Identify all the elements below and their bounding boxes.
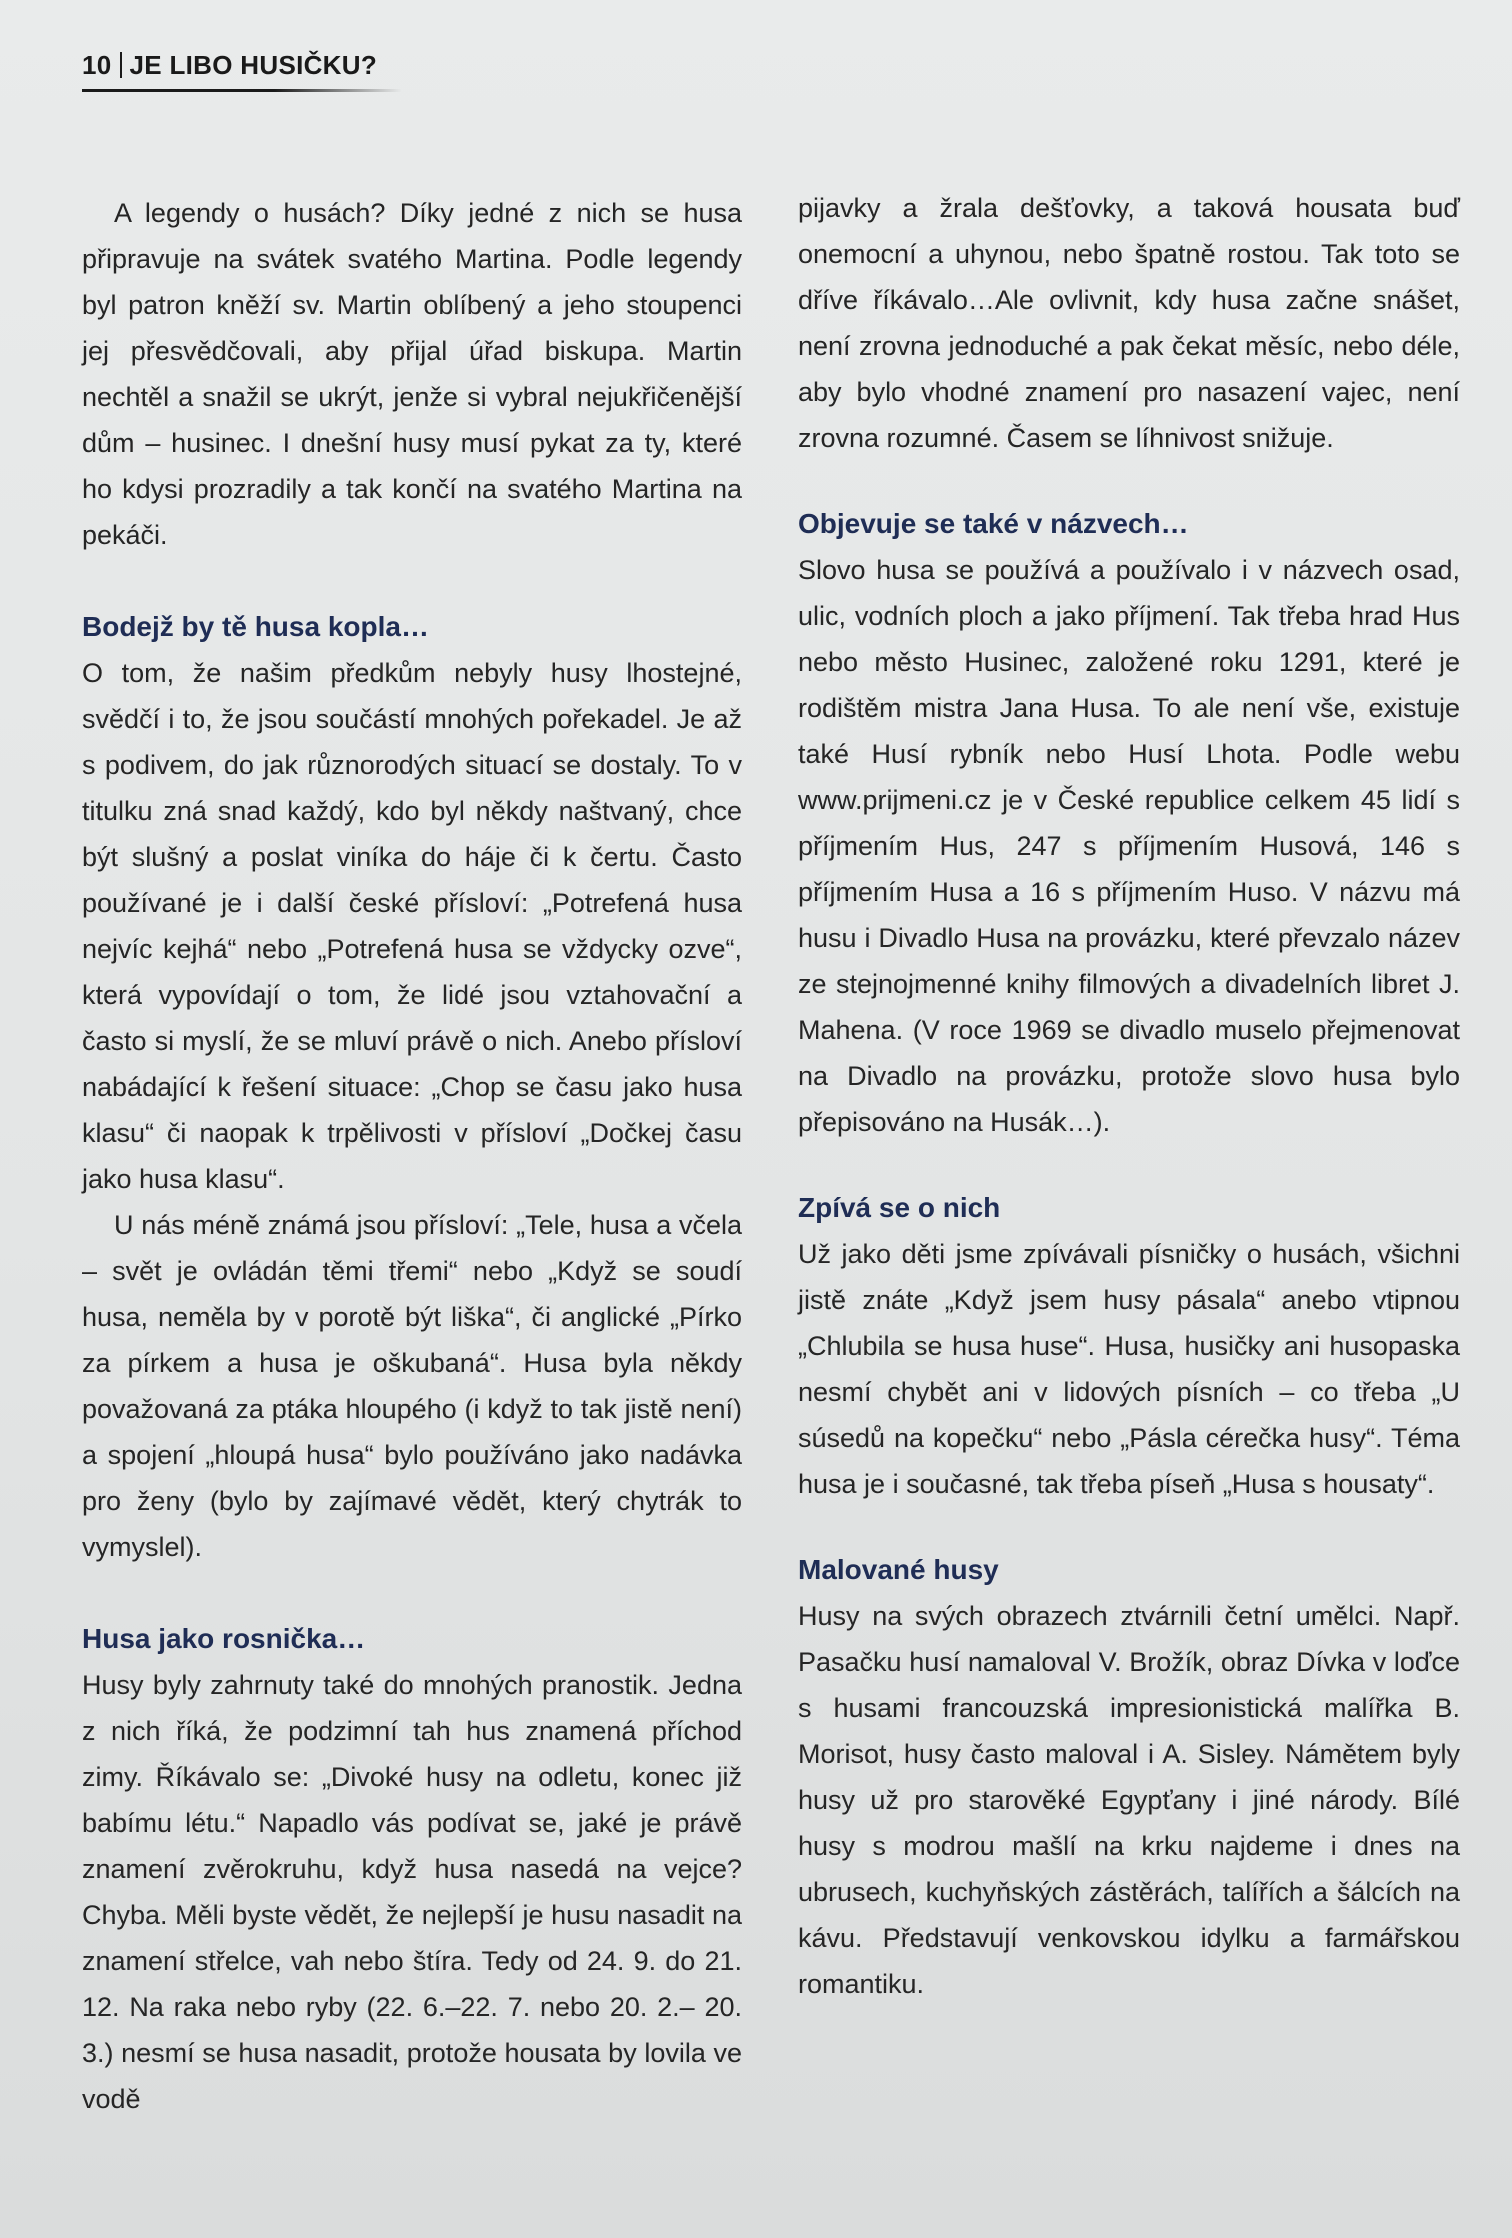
section-heading-paintings: Malované husy [798,1554,999,1585]
section-heading-songs: Zpívá se o nich [798,1192,1001,1223]
header-rule [82,89,402,92]
section-heading-weather: Husa jako rosnička… [82,1623,366,1654]
continuation-paragraph: pijavky a žrala dešťovky, a taková housata buď onemocní a uhynou, nebo špatně rostou. Tak toto se dříve říkávalo…Ale ovlivnit, kdy husa začne snášet, není zrovna jednoduché a pak čekat měsíc, nebo déle, aby bylo vhodné znamení pro nasazení vajec, není zrovna rozumné. Časem se líhnivost snižuje. [798,193,1460,453]
left-column [82,190,742,2122]
names-paragraph: Slovo husa se používá a používalo i v názvech osad, ulic, vodních ploch a jako příjmení. Tak třeba hrad Hus nebo město Husinec, založené roku 1291, které je rodištěm mistra Jana Husa. To ale není vše, existuje také Husí rybník nebo Husí Lhota. Podle webu www.prijmeni.cz je v České republice celkem 45 lidí s příjmením Hus, 247 s příjmením Husová, 146 s příjmením Husa a 16 s příjmením Huso. V názvu má husu i Divadlo Husa na provázku, které převzalo název ze stejnojmenné knihy filmových a divadelních libret J. Mahena. (V roce 1969 se divadlo muselo přejmenovat na Divadlo na provázku, protože slovo husa bylo přepisováno na Husák…). [798,555,1460,1137]
proverbs-paragraph: O tom, že našim předkům nebyly husy lhostejné, svědčí i to, že jsou součástí mnohých pořekadel. Je až s podivem, do jak různorodých situací se dostaly. To v titulku zná snad každý, kdo byl někdy naštvaný, chce být slušný a poslat viníka do háje či k čertu. Často používané je i další české přísloví: „Potrefená husa nejvíc kejhá“ nebo „Potrefená husa se vždycky ozve“, která vypovídají o tom, že lidé jsou vztahovační a často si myslí, že se mluví právě o nich. Anebo přísloví nabádající k řešení situace: „Chop se času jako husa klasu“ či naopak k trpělivosti v přísloví „Dočkej času jako husa klasu“. [82,658,742,1194]
proverbs-paragraph-2: U nás méně známá jsou přísloví: „Tele, husa a včela – svět je ovládán těmi třemi“ nebo „Když se soudí husa, neměla by v porotě být liška“, či anglické „Pírko za pírkem a husa je oškubaná“. Husa byla někdy považovaná za ptáka hloupého (i když to tak jistě není) a spojení „hloupá husa“ bylo používáno jako nadávka pro ženy (bylo by zajímavé vědět, který chytrák to vymyslel). [82,1210,742,1562]
weather-paragraph: Husy byly zahrnuty také do mnohých pranostik. Jedna z nich říká, že podzimní tah hus znamená příchod zimy. Říkávalo se: „Divoké husy na odletu, konec již babímu létu.“ Napadlo vás podívat se, jaké je právě znamení zvěrokruhu, když husa nasedá na vejce? Chyba. Měli byste vědět, že nejlepší je husu nasadit na znamení střelce, vah nebo štíra. Tedy od 24. 9. do 21. 12. Na raka nebo ryby (22. 6.–22. 7. nebo 20. 2.– 20. 3.) nesmí se husa nasadit, protože housata by lovila ve vodě [82,1670,742,2114]
page-number: 10 [82,50,112,80]
section-heading-proverbs: Bodejž by tě husa kopla… [82,611,429,642]
spacer [798,1145,1460,1185]
spacer [798,1507,1460,1547]
running-header [82,50,377,81]
spacer [82,1570,742,1616]
intro-paragraph: A legendy o husách? Díky jedné z nich se husa připravuje na svátek svatého Martina. Podle legendy byl patron kněží sv. Martin oblíbený a jeho stoupenci jej přesvědčovali, aby přijal úřad biskupa. Martin nechtěl a snažil se ukrýt, jenže si vybral nejukřičenější dům – husinec. I dnešní husy musí pykat za ty, které ho kdysi prozradily a tak končí na svatého Martina na pekáči. [82,198,742,550]
songs-paragraph: Už jako děti jsme zpívávali písničky o husách, všichni jistě znáte „Když jsem husy pásala“ anebo vtipnou „Chlubila se husa huse“. Husa, husičky ani husopaska nesmí chybět ani v lidových písních – co třeba „U súsedů na kopečku“ nebo „Pásla cérečka husy“. Téma husa je i současné, tak třeba píseň „Husa s housaty“. [798,1239,1460,1499]
header-separator [120,52,122,78]
spacer [82,558,742,604]
paintings-paragraph: Husy na svých obrazech ztvárnili četní umělci. Např. Pasačku husí namaloval V. Brožík, obraz Dívka v loďce s husami francouzská impresionistická malířka B. Morisot, husy často maloval i A. Sisley. Námětem byly husy už pro starověké Egypťany i jiné národy. Bílé husy s modrou mašlí na krku najdeme i dnes na ubrusech, kuchyňských zástěrách, talířích a šálcích na kávu. Představují venkovskou idylku a farmářskou romantiku. [798,1601,1460,1999]
spacer [798,461,1460,501]
right-column [798,185,1460,2007]
section-title: JE LIBO HUSIČKU? [129,50,378,80]
section-heading-names: Objevuje se také v názvech… [798,508,1189,539]
